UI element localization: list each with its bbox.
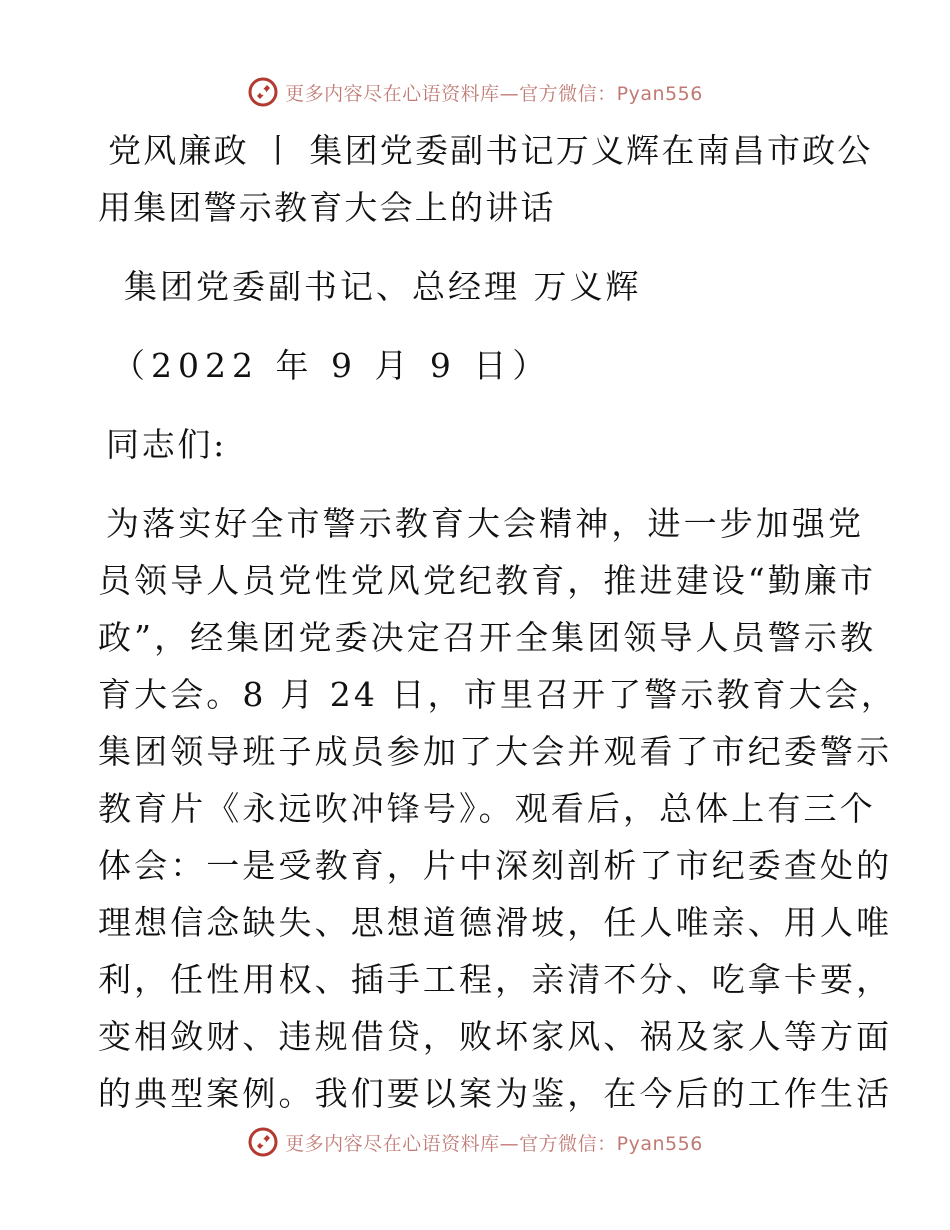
paragraph-line: 体会：一是受教育，片中深刻剖析了市纪委查处的 xyxy=(98,846,893,885)
paragraph-line: 育大会。8 月 24 日，市里召开了警示教育大会， xyxy=(98,675,897,714)
document-title-line-1: 党风廉政 丨 集团党委副书记万义辉在南昌市政公 xyxy=(108,131,873,170)
paragraph-line: 变相敛财、违规借贷，败坏家风、祸及家人等方面 xyxy=(98,1017,893,1056)
paragraph-line: 的典型案例。我们要以案为鉴，在今后的工作生活 xyxy=(98,1074,893,1113)
footer-watermark xyxy=(0,1122,950,1162)
document-author: 集团党委副书记、总经理 万义辉 xyxy=(124,267,642,306)
document-body xyxy=(98,122,897,1122)
seal-logo-icon xyxy=(247,76,279,108)
header-watermark xyxy=(0,72,950,112)
watermark-text: 更多内容尽在心语资料库—官方微信：Pyan556 xyxy=(285,82,703,105)
paragraph-line: 教育片《永远吹冲锋号》。观看后，总体上有三个 xyxy=(98,789,876,828)
paragraph-line: 政”，经集团党委决定召开全集团领导人员警示教 xyxy=(98,618,877,657)
paragraph-line: 理想信念缺失、思想道德滑坡，任人唯亲、用人唯 xyxy=(98,903,893,942)
salutation: 同志们: xyxy=(106,425,227,464)
seal-logo-icon xyxy=(247,1126,279,1158)
document-date: （2022 年 9 月 9 日） xyxy=(112,346,552,385)
watermark-text: 更多内容尽在心语资料库—官方微信：Pyan556 xyxy=(285,1132,703,1155)
paragraph-line: 集团领导班子成员参加了大会并观看了市纪委警示 xyxy=(98,732,893,771)
paragraph-line: 员领导人员党性党风党纪教育，推进建设“勤廉市 xyxy=(98,561,877,600)
paragraph-line: 利，任性用权、插手工程，亲清不分、吃拿卡要， xyxy=(98,960,893,999)
paragraph-line: 为落实好全市警示教育大会精神，进一步加强党 xyxy=(106,504,865,543)
document-title-line-2: 用集团警示教育大会上的讲话 xyxy=(98,188,556,227)
